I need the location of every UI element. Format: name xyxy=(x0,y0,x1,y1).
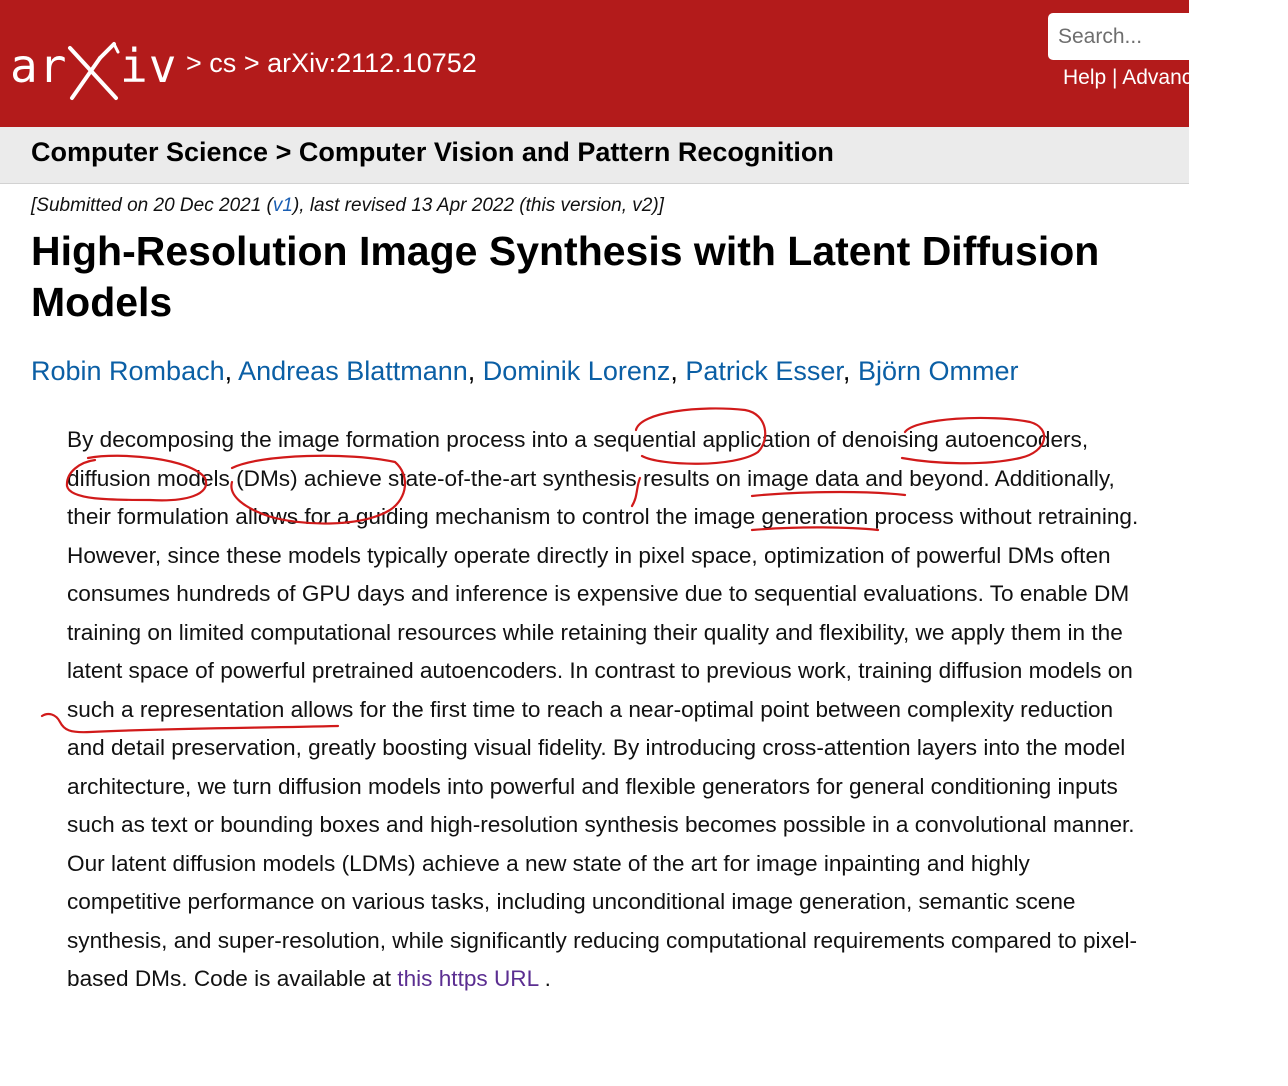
code-url-link[interactable]: this https URL xyxy=(397,966,539,991)
advanced-search-link[interactable]: Advanced Search xyxy=(1122,66,1288,89)
author-link[interactable]: Björn Ommer xyxy=(857,356,1019,386)
svg-text:ar: ar xyxy=(10,39,68,93)
link-divider: | xyxy=(1112,66,1118,89)
header-links xyxy=(1063,66,1288,90)
author-link[interactable]: Robin Rombach xyxy=(31,356,225,386)
author-list: Robin Rombach, Andreas Blattmann, Dominik Lorenz, Patrick Esser, Björn Ommer xyxy=(31,356,1019,386)
breadcrumb-separator: > xyxy=(186,48,202,78)
site-header xyxy=(0,0,1288,127)
submission-history xyxy=(31,195,664,217)
abstract-end: . xyxy=(544,966,551,991)
paper-title: High-Resolution Image Synthesis with Latent Diffusion Models xyxy=(31,228,1100,325)
subject-heading: Computer Science > Computer Vision and Pattern Recognition xyxy=(31,137,834,167)
breadcrumb-cs-link[interactable]: cs xyxy=(209,48,237,78)
subject-bar xyxy=(0,127,1189,184)
breadcrumb-paper-id[interactable]: arXiv:2112.10752 xyxy=(267,48,477,78)
submission-suffix: ), last revised 13 Apr 2022 (this version, v2)] xyxy=(292,195,664,216)
abstract-body: By decomposing the image formation process into a sequential application of denoising autoencoders, diffusion models (DMs) achieve state-of-the-art synthesis results on image data and beyond. Additionally, their formulation allows for a guiding mechanism to control the image generation process without retraining. However, since these models typically operate directly in pixel space, optimization of powerful DMs often consumes hundreds of GPU days and inference is expensive due to sequential evaluations. To enable DM training on limited computational resources while retaining their quality and flexibility, we apply them in the latent space of powerful pretrained autoencoders. In contrast to previous work, training diffusion models on such a representation allows for the first time to reach a near-optimal point between complexity reduction and detail preservation, greatly boosting visual fidelity. By introducing cross-attention layers into the model architecture, we turn diffusion models into powerful and flexible generators for general conditioning inputs such as text or bounding boxes and high-resolution synthesis becomes possible in a convolutional manner. Our latent diffusion models (LDMs) achieve a new state of the art for image inpainting and highly competitive performance on various tasks, including unconditional image generation, semantic scene synthesis, and super-resolution, while significantly reducing computational requirements compared to pixel-based DMs. Code is available at xyxy=(67,427,1139,991)
breadcrumb xyxy=(186,48,477,79)
author-link[interactable]: Patrick Esser xyxy=(685,356,843,386)
breadcrumb-separator: > xyxy=(243,48,260,78)
search-input[interactable] xyxy=(1048,13,1208,60)
author-link[interactable]: Dominik Lorenz xyxy=(482,356,671,386)
svg-text:iv: iv xyxy=(120,39,178,93)
version-v1-link[interactable]: v1 xyxy=(272,195,293,216)
arxiv-logo-icon[interactable] xyxy=(10,38,178,104)
submission-prefix: [Submitted on 20 Dec 2021 ( xyxy=(31,195,273,216)
author-link[interactable]: Andreas Blattmann xyxy=(238,356,468,386)
help-link[interactable]: Help xyxy=(1063,66,1107,89)
abstract-text xyxy=(67,421,1142,999)
